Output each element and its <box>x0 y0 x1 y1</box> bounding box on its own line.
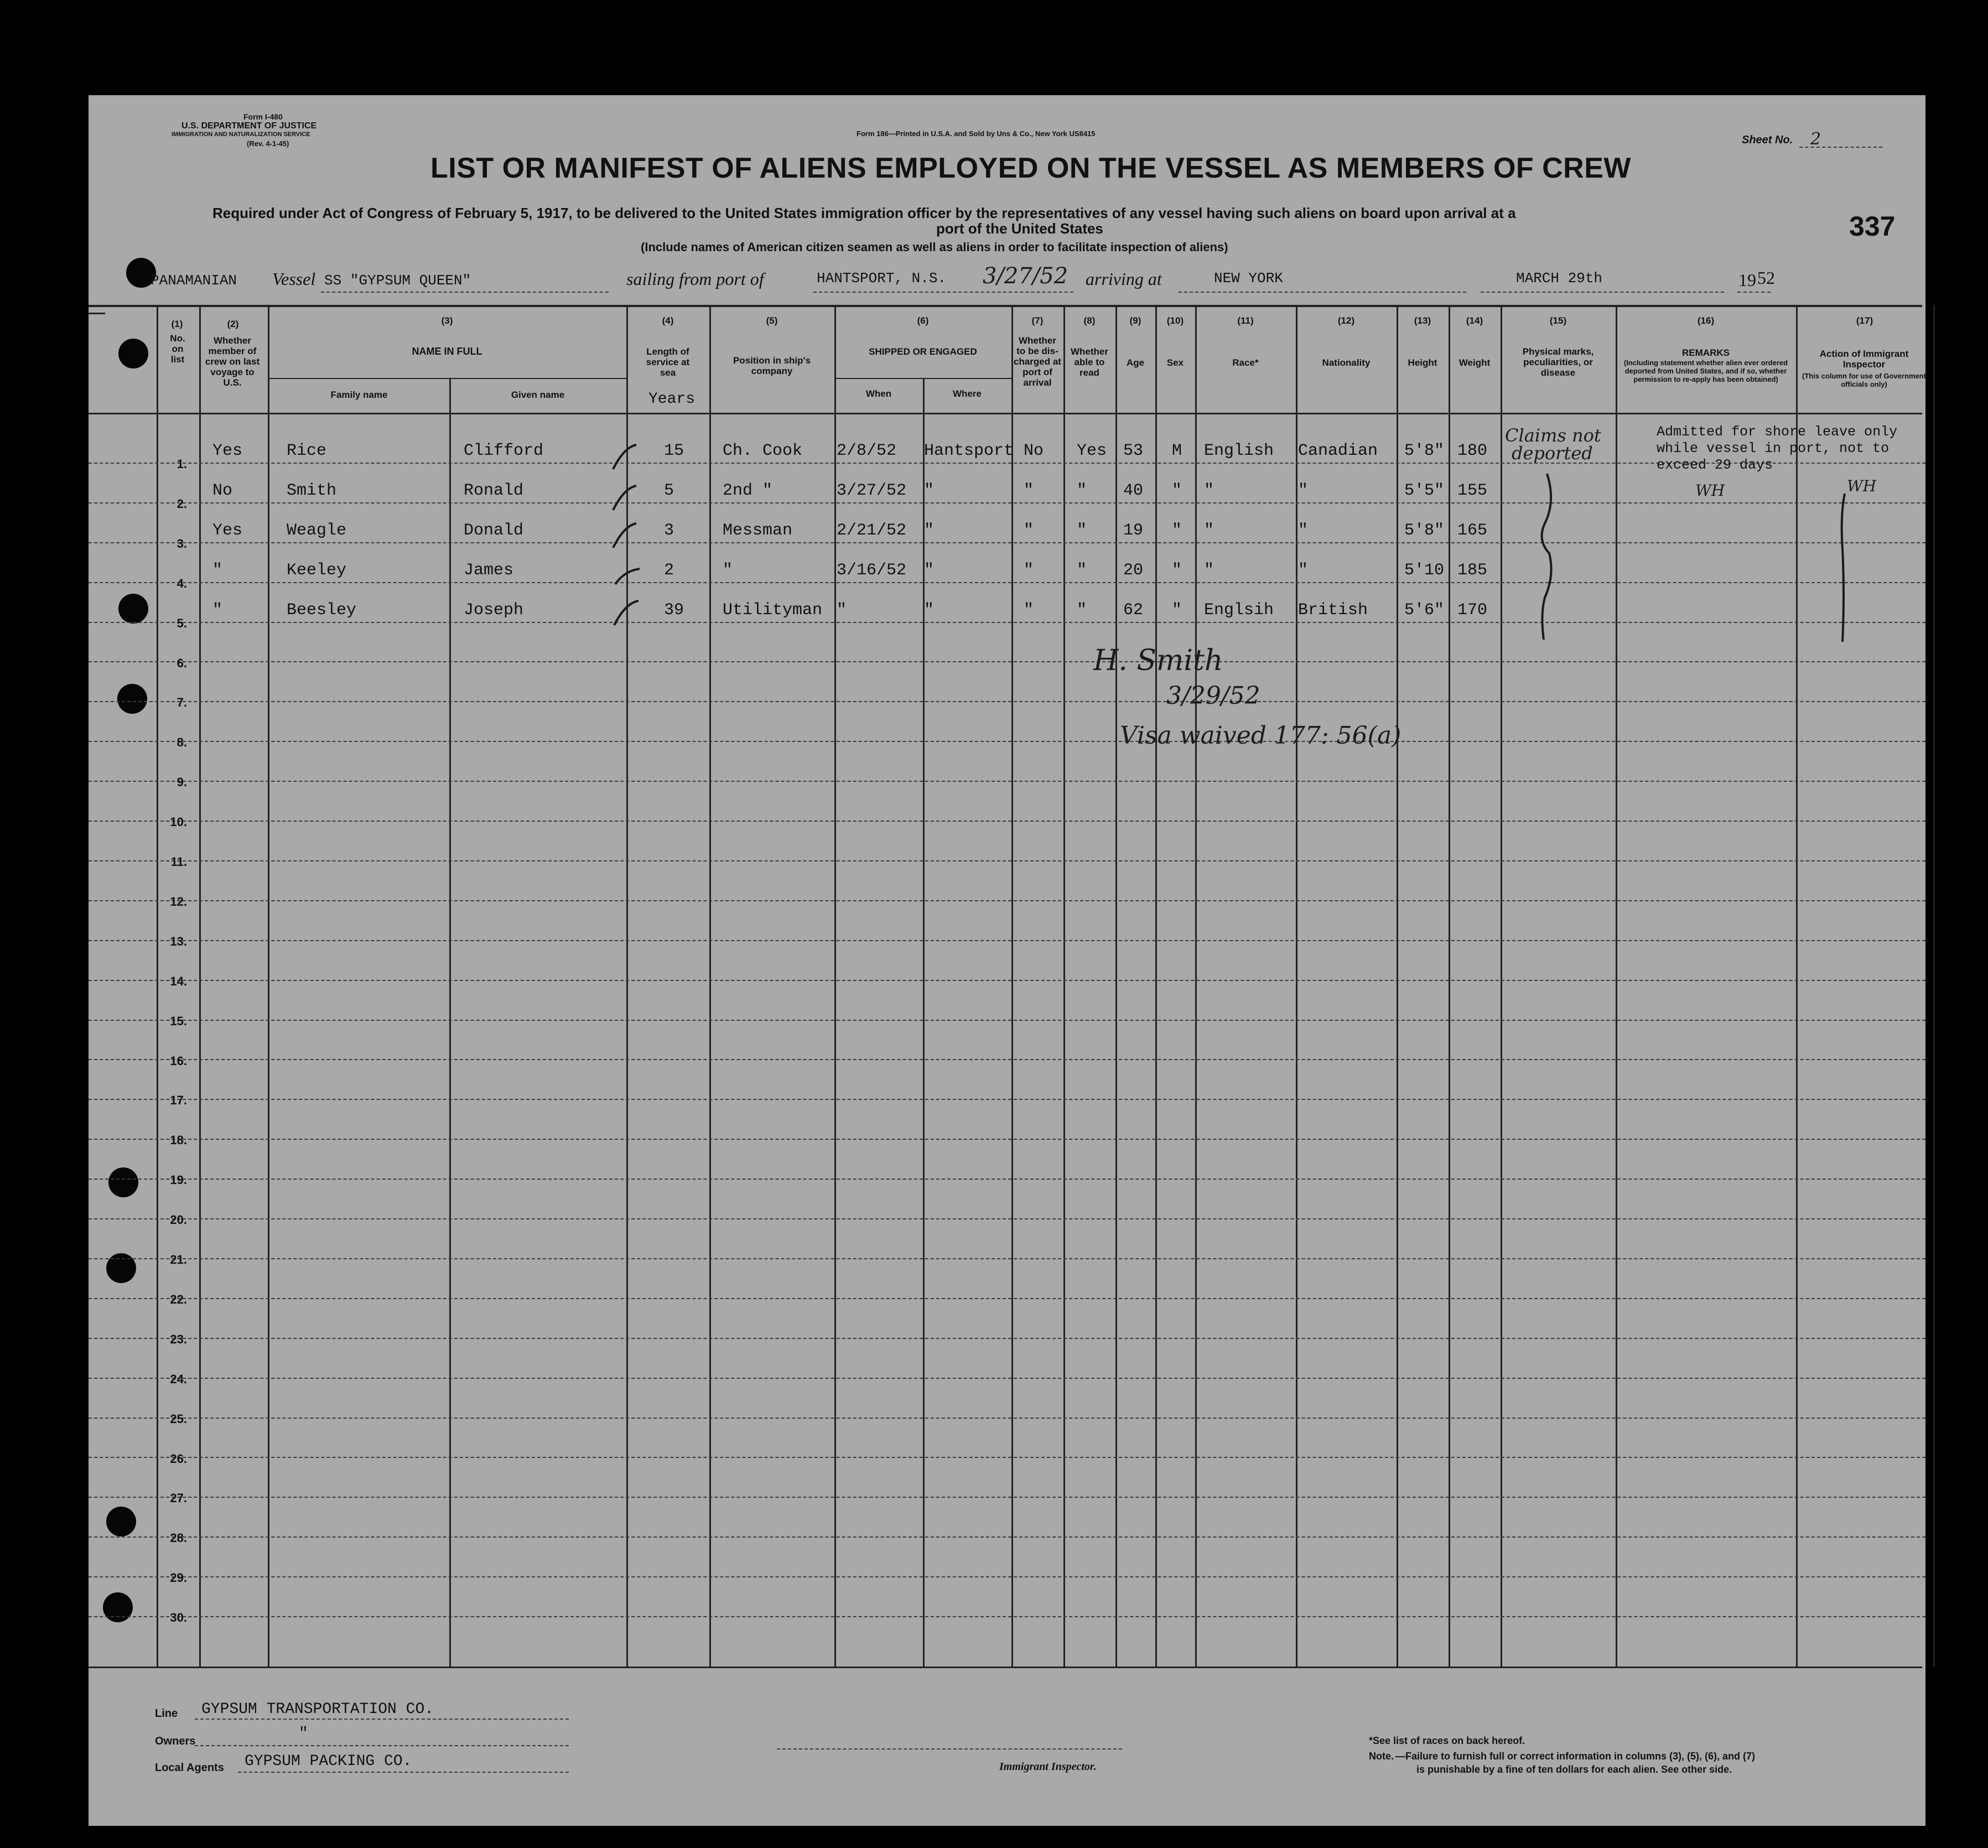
row-number: 28. <box>170 1531 187 1545</box>
cell-where: Hantsport <box>924 442 1014 460</box>
header-col-10-no: (10) <box>1166 315 1184 326</box>
cell-discharged: " <box>1024 481 1034 500</box>
remarks-initials: WH <box>1695 481 1725 500</box>
header-col-13-label: Height <box>1408 357 1437 368</box>
header-col-7-label: Whether to be dis-charged at port of arrival <box>1014 335 1061 388</box>
cell-last: " <box>212 601 223 620</box>
cell-where: " <box>924 481 935 500</box>
header-col-6-label: SHIPPED OR ENGAGED <box>869 346 977 357</box>
header-col-14-label: Weight <box>1458 357 1491 368</box>
inspector-label: Immigrant Inspector. <box>999 1761 1097 1773</box>
header-col-9-no: (9) <box>1129 315 1141 326</box>
cell-nationality: Canadian <box>1298 442 1378 460</box>
remarks-line-3: exceed 29 days <box>1657 457 1773 473</box>
cell-height: 5'8" <box>1404 442 1445 460</box>
cell-race: " <box>1204 561 1214 580</box>
cell-when: 3/27/52 <box>837 481 907 500</box>
owners-value: " <box>299 1725 308 1742</box>
header-col-1-no: (1) <box>171 319 183 329</box>
row-number: 10. <box>170 815 187 829</box>
row-number: 6. <box>177 656 187 670</box>
cell-position: 2nd " <box>723 481 773 500</box>
cell-service: 15 <box>664 442 684 460</box>
header-col-11-label: Race* <box>1232 357 1259 368</box>
cell-discharged: " <box>1024 561 1034 580</box>
header-where: Where <box>953 388 982 399</box>
header-col-13-no: (13) <box>1414 315 1431 326</box>
cell-weight: 185 <box>1457 561 1488 580</box>
cell-discharged: " <box>1024 521 1034 540</box>
revision: (Rev. 4-1-45) <box>247 139 289 148</box>
header-col-14-no: (14) <box>1466 315 1483 326</box>
races-note: *See list of races on back hereof. <box>1369 1735 1525 1746</box>
cell-sex: " <box>1172 601 1182 620</box>
cell-last: " <box>212 561 223 580</box>
agents-value: GYPSUM PACKING CO. <box>245 1753 412 1770</box>
sheet-label: Sheet No. <box>1742 134 1793 146</box>
row-number: 26. <box>170 1452 187 1466</box>
cell-last: Yes <box>212 442 243 460</box>
header-col-3-no: (3) <box>441 315 453 326</box>
cell-nationality: " <box>1298 481 1309 500</box>
cell-service: 5 <box>664 481 674 500</box>
row-number: 9. <box>177 775 187 789</box>
owners-label: Owners <box>155 1735 196 1747</box>
vessel-name: SS "GYPSUM QUEEN" <box>324 272 471 289</box>
cell-read: " <box>1077 561 1087 580</box>
cell-age: 62 <box>1123 601 1144 620</box>
header-col-16-no: (16) <box>1697 315 1715 326</box>
service: IMMIGRATION AND NATURALIZATION SERVICE <box>172 131 310 138</box>
header-col-8-label: Whether able to read <box>1071 346 1108 378</box>
cell-service: 2 <box>664 561 674 580</box>
year-prefix: 19 <box>1738 270 1756 290</box>
cell-when: 3/16/52 <box>837 561 907 580</box>
header-col-4-label: Length of service at sea <box>646 346 690 378</box>
cell-weight: 155 <box>1457 481 1488 500</box>
row-number: 8. <box>177 735 187 749</box>
header-when: When <box>865 388 892 399</box>
cell-position: Messman <box>723 521 793 540</box>
row-number: 19. <box>170 1173 187 1187</box>
cell-when: 2/21/52 <box>837 521 907 540</box>
cell-weight: 165 <box>1457 521 1488 540</box>
row-number: 18. <box>170 1133 187 1147</box>
cell-given: Ronald <box>464 481 524 500</box>
printer-line: Form 186—Printed in U.S.A. and Sold by Uns & Co., New York US8415 <box>857 129 1096 138</box>
year: 52 <box>1757 268 1775 288</box>
header-col-12-label: Nationality <box>1322 357 1371 368</box>
cell-where: " <box>924 561 935 580</box>
cell-family: Smith <box>287 481 337 500</box>
row-number: 12. <box>170 895 187 909</box>
cell-nationality: British <box>1298 601 1368 620</box>
cell-given: Clifford <box>464 442 544 460</box>
cell-age: 53 <box>1123 442 1144 460</box>
cell-family: Rice <box>287 442 327 460</box>
cell-when: " <box>837 601 847 620</box>
cell-service: 39 <box>664 601 684 620</box>
cell-family: Keeley <box>287 561 347 580</box>
cell-age: 19 <box>1123 521 1144 540</box>
cell-where: " <box>924 521 935 540</box>
header-col-1-label: No. on list <box>170 333 185 365</box>
row-number: 27. <box>170 1491 187 1505</box>
cell-given: James <box>464 561 514 580</box>
cell-position: Ch. Cook <box>723 442 803 460</box>
cell-sex: " <box>1172 561 1182 580</box>
owners-underline <box>195 1745 569 1746</box>
cell-given: Donald <box>464 521 524 540</box>
cell-position: " <box>723 561 733 580</box>
header-col-5-no: (5) <box>766 315 778 326</box>
form-number: Form I-480 <box>243 112 283 121</box>
row-number: 11. <box>170 855 187 869</box>
row-number: 5. <box>177 616 187 630</box>
cell-height: 5'8" <box>1404 521 1445 540</box>
subtitle-line-2: port of the United States <box>936 220 1103 237</box>
cell-race: English <box>1204 442 1274 460</box>
cell-height: 5'10 <box>1404 561 1445 580</box>
cell-race: Englsih <box>1204 601 1274 620</box>
physical-marks-note-2: deported <box>1512 443 1593 464</box>
row-number: 24. <box>170 1372 187 1386</box>
inspector-signature-line <box>777 1748 1122 1750</box>
cell-sex: " <box>1172 521 1182 540</box>
cell-age: 20 <box>1123 561 1144 580</box>
agents-label: Local Agents <box>155 1762 224 1774</box>
cell-when: 2/8/52 <box>837 442 897 460</box>
cell-family: Beesley <box>287 601 357 620</box>
row-number: 22. <box>170 1292 187 1306</box>
header-col-17-note: (This column for use of Government officials only) <box>1802 372 1926 388</box>
row-number: 29. <box>170 1571 187 1585</box>
header-col-2-label: Whether member of crew on last voyage to U.S. <box>205 335 260 388</box>
subtitle-line-3: (Include names of American citizen seamen as well as aliens in order to facilitate inspection of aliens) <box>641 240 1228 254</box>
sailing-date: 3/27/52 <box>983 263 1068 289</box>
note-label: Note. <box>1369 1751 1394 1762</box>
stamp-number: 337 <box>1849 211 1896 242</box>
row-number: 2. <box>177 497 187 511</box>
row-number: 4. <box>177 577 187 590</box>
cell-last: No <box>212 481 233 500</box>
header-col-3-label: NAME IN FULL <box>412 346 482 357</box>
remarks-line-2: while vessel in port, not to <box>1657 440 1890 456</box>
row-number: 23. <box>170 1332 187 1346</box>
header-col-16-label: REMARKS <box>1682 347 1730 358</box>
inspector-initials: WH <box>1847 477 1877 495</box>
inspection-date: 3/29/52 <box>1166 682 1260 710</box>
header-col-15-no: (15) <box>1549 315 1567 326</box>
note-line-1: —Failure to furnish full or correct information in columns (3), (5), (6), and (7) <box>1395 1751 1756 1762</box>
cell-given: Joseph <box>464 601 524 620</box>
row-number: 30. <box>170 1611 187 1624</box>
header-col-5-label: Position in ship's company <box>733 355 811 376</box>
header-col-10-label: Sex <box>1166 357 1184 368</box>
row-number: 20. <box>170 1213 187 1227</box>
line-value: GYPSUM TRANSPORTATION CO. <box>201 1701 434 1718</box>
physical-marks-note-1: Claims not <box>1505 425 1601 446</box>
cell-height: 5'6" <box>1404 601 1445 620</box>
sheet-number: 2 <box>1810 129 1821 149</box>
header-family-name: Family name <box>330 390 388 400</box>
vessel-label: Vessel <box>272 269 316 289</box>
cell-service: 3 <box>664 521 674 540</box>
cell-position: Utilityman <box>723 601 823 620</box>
years-unit: Years <box>648 391 695 408</box>
row-number: 13. <box>170 935 187 948</box>
cell-age: 40 <box>1123 481 1144 500</box>
header-col-2-no: (2) <box>227 319 239 329</box>
cell-weight: 180 <box>1457 442 1488 460</box>
header-col-17-label: Action of Immigrant Inspector <box>1819 349 1909 370</box>
row-number: 1. <box>177 457 187 471</box>
page-title: LIST OR MANIFEST OF ALIENS EMPLOYED ON THE VESSEL AS MEMBERS OF CREW <box>430 152 1631 184</box>
row-number: 17. <box>170 1093 187 1107</box>
sailing-label: sailing from port of <box>626 269 764 289</box>
subtitle-line-1: Required under Act of Congress of February 5, 1917, to be delivered to the United States immigration officer by the representatives of any vessel having such aliens on board upon arrival at a <box>212 205 1516 221</box>
note-line-2: is punishable by a fine of ten dollars for each alien. See other side. <box>1416 1764 1732 1775</box>
row-number: 14. <box>170 974 187 988</box>
visa-waiver-note: Visa waived 177: 56(a) <box>1120 721 1402 750</box>
cell-family: Weagle <box>287 521 347 540</box>
cell-discharged: " <box>1024 601 1034 620</box>
department: U.S. DEPARTMENT OF JUSTICE <box>181 121 317 131</box>
header-col-16-note: (Including statement whether alien ever ordered deported from United States, and if so, whether permission to re-apply has been obtained) <box>1623 359 1788 383</box>
cell-race: " <box>1204 481 1214 500</box>
header-col-7-no: (7) <box>1031 315 1044 326</box>
cell-sex: " <box>1172 481 1182 500</box>
cell-height: 5'5" <box>1404 481 1445 500</box>
arrival-date: MARCH 29th <box>1516 270 1603 287</box>
header-col-15-label: Physical marks, peculiarities, or disease <box>1522 346 1594 378</box>
header-col-9-label: Age <box>1126 357 1145 368</box>
sailing-port: HANTSPORT, N.S. <box>817 270 947 287</box>
line-underline <box>195 1719 569 1720</box>
header-col-12-no: (12) <box>1337 315 1355 326</box>
agents-underline <box>238 1772 569 1773</box>
row-number: 15. <box>170 1014 187 1028</box>
cell-read: " <box>1077 601 1087 620</box>
cell-nationality: " <box>1298 521 1309 540</box>
row-number: 3. <box>177 537 187 551</box>
header-col-8-no: (8) <box>1083 315 1096 326</box>
cell-weight: 170 <box>1457 601 1488 620</box>
arriving-label: arriving at <box>1086 269 1162 289</box>
cell-read: Yes <box>1077 442 1107 460</box>
cell-discharged: No <box>1024 442 1044 460</box>
header-col-11-no: (11) <box>1237 315 1254 326</box>
header-given-name: Given name <box>511 390 565 400</box>
cell-race: " <box>1204 521 1214 540</box>
header-col-6-no: (6) <box>917 315 929 326</box>
inspector-signature: H. Smith <box>1093 644 1223 677</box>
header-col-17-no: (17) <box>1856 315 1873 326</box>
row-number: 21. <box>170 1253 187 1266</box>
cell-read: " <box>1077 521 1087 540</box>
row-number: 7. <box>177 695 187 709</box>
cell-where: " <box>924 601 935 620</box>
cell-read: " <box>1077 481 1087 500</box>
row-number: 16. <box>170 1054 187 1068</box>
remarks-line-1: Admitted for shore leave only <box>1657 424 1898 440</box>
row-number: 25. <box>170 1412 187 1426</box>
header-col-4-no: (4) <box>662 315 674 326</box>
cell-nationality: " <box>1298 561 1309 580</box>
cell-sex: M <box>1172 442 1182 460</box>
line-label: Line <box>155 1707 178 1720</box>
vessel-flag: PANAMANIAN <box>150 272 237 289</box>
arriving-port: NEW YORK <box>1214 270 1283 287</box>
cell-last: Yes <box>212 521 243 540</box>
